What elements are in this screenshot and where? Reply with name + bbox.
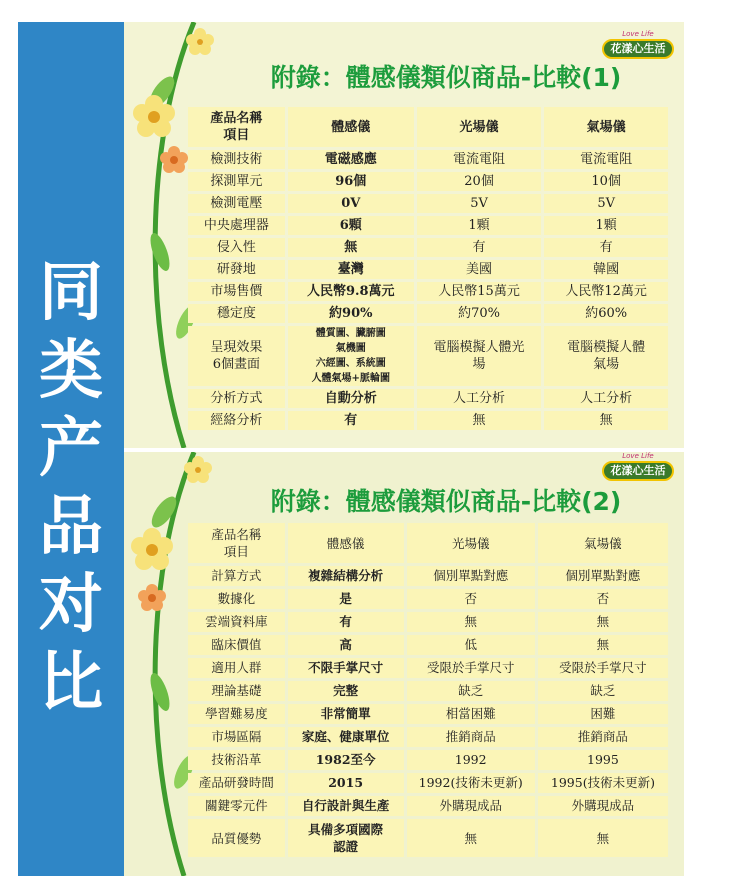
table-row xyxy=(188,796,668,816)
cell-col-2: 5V xyxy=(417,194,542,213)
header-col-2: 光場儀 xyxy=(407,523,535,563)
cell-col-2: 外購現成品 xyxy=(407,796,535,816)
cell-col-3: 人工分析 xyxy=(544,389,668,408)
cell-col-1: 6顆 xyxy=(288,216,414,235)
cell-col-2: 有 xyxy=(417,238,542,257)
cell-col-2: 1顆 xyxy=(417,216,542,235)
cell-col-1: 是 xyxy=(288,589,404,609)
cell-col-1: 臺灣 xyxy=(288,260,414,279)
header-col-1: 體感儀 xyxy=(288,523,404,563)
side-title-char: 类 xyxy=(39,333,103,408)
cell-col-2: 缺乏 xyxy=(407,681,535,701)
cell-col-1: 體質圖、臟腑圖 氣機圖 六經圖、系統圖 人體氣場+脈輪圖 xyxy=(288,326,414,386)
cell-col-1: 96個 xyxy=(288,172,414,191)
cell-col-1: 完整 xyxy=(288,681,404,701)
row-label: 產品研發時間 xyxy=(188,773,285,793)
table-row xyxy=(188,304,668,323)
cell-col-2: 相當困難 xyxy=(407,704,535,724)
cell-col-3: 1995(技術未更新) xyxy=(538,773,668,793)
cell-col-2: 推銷商品 xyxy=(407,727,535,747)
cell-col-2: 受限於手掌尺寸 xyxy=(407,658,535,678)
cell-col-1: 約90% xyxy=(288,304,414,323)
cell-col-1: 電磁感應 xyxy=(288,150,414,169)
cell-col-3: 人民幣12萬元 xyxy=(544,282,668,301)
cell-col-1: 有 xyxy=(288,411,414,430)
cell-col-2: 人民幣15萬元 xyxy=(417,282,542,301)
row-label: 市場區隔 xyxy=(188,727,285,747)
cell-col-3: 電流電阻 xyxy=(544,150,668,169)
table-row xyxy=(188,681,668,701)
side-title xyxy=(18,254,124,722)
table-row xyxy=(188,282,668,301)
logo-text: 花漾心生活 xyxy=(602,461,674,481)
side-title-char: 品 xyxy=(39,489,103,564)
table-row xyxy=(188,727,668,747)
cell-col-3: 無 xyxy=(538,635,668,655)
side-banner xyxy=(18,22,124,876)
brand-logo xyxy=(602,30,674,60)
cell-col-2: 約70% xyxy=(417,304,542,323)
cell-col-3: 外購現成品 xyxy=(538,796,668,816)
logo-tagline: Love Life xyxy=(622,30,654,38)
cell-col-3: 電腦模擬人體 氣場 xyxy=(544,326,668,386)
table-row xyxy=(188,612,668,632)
logo-tagline: Love Life xyxy=(622,452,654,460)
logo-text: 花漾心生活 xyxy=(602,39,674,59)
cell-col-2: 人工分析 xyxy=(417,389,542,408)
table-row xyxy=(188,566,668,586)
row-label: 穩定度 xyxy=(188,304,285,323)
cell-col-3: 5V xyxy=(544,194,668,213)
table-row xyxy=(188,704,668,724)
table-row xyxy=(188,773,668,793)
row-label: 檢測技術 xyxy=(188,150,285,169)
cell-col-1: 不限手掌尺寸 xyxy=(288,658,404,678)
table-header-row xyxy=(188,523,668,563)
cell-col-2: 低 xyxy=(407,635,535,655)
table-row xyxy=(188,194,668,213)
cell-col-1: 有 xyxy=(288,612,404,632)
cell-col-2: 美國 xyxy=(417,260,542,279)
comparison-table-2 xyxy=(185,520,671,860)
cell-col-1: 非常簡單 xyxy=(288,704,404,724)
cell-col-3: 個別單點對應 xyxy=(538,566,668,586)
cell-col-3: 1995 xyxy=(538,750,668,770)
row-label: 中央處理器 xyxy=(188,216,285,235)
row-label: 檢測電壓 xyxy=(188,194,285,213)
row-label: 探測單元 xyxy=(188,172,285,191)
table-row xyxy=(188,260,668,279)
row-label: 侵入性 xyxy=(188,238,285,257)
cell-col-2: 無 xyxy=(417,411,542,430)
table-row xyxy=(188,326,668,386)
cell-col-2: 無 xyxy=(407,612,535,632)
cell-col-1: 無 xyxy=(288,238,414,257)
table-row xyxy=(188,589,668,609)
cell-col-1: 家庭、健康單位 xyxy=(288,727,404,747)
row-label: 呈現效果 6個畫面 xyxy=(188,326,285,386)
slide-title: 附錄：體感儀類似商品-比較(2) xyxy=(270,487,622,516)
cell-col-1: 1982至今 xyxy=(288,750,404,770)
table-row xyxy=(188,658,668,678)
header-col-1: 體感儀 xyxy=(288,107,414,147)
row-label: 品質優勢 xyxy=(188,819,285,857)
cell-col-2: 1992(技術未更新) xyxy=(407,773,535,793)
cell-col-3: 有 xyxy=(544,238,668,257)
cell-col-3: 約60% xyxy=(544,304,668,323)
slide-title: 附錄：體感儀類似商品-比較(1) xyxy=(270,63,622,92)
cell-col-2: 1992 xyxy=(407,750,535,770)
table-header-row xyxy=(188,107,668,147)
cell-col-3: 1顆 xyxy=(544,216,668,235)
row-label: 關鍵零元件 xyxy=(188,796,285,816)
header-label-cell: 產品名稱 項目 xyxy=(188,107,285,147)
cell-col-2: 20個 xyxy=(417,172,542,191)
header-col-3: 氣場儀 xyxy=(544,107,668,147)
cell-col-1: 複雜結構分析 xyxy=(288,566,404,586)
cell-col-3: 無 xyxy=(538,819,668,857)
cell-col-1: 自行設計與生產 xyxy=(288,796,404,816)
cell-col-2: 電流電阻 xyxy=(417,150,542,169)
row-label: 雲端資料庫 xyxy=(188,612,285,632)
cell-col-1: 具備多項國際 認證 xyxy=(288,819,404,857)
row-label: 臨床價值 xyxy=(188,635,285,655)
side-title-char: 同 xyxy=(39,255,103,330)
row-label: 分析方式 xyxy=(188,389,285,408)
cell-col-1: 0V xyxy=(288,194,414,213)
cell-col-1: 自動分析 xyxy=(288,389,414,408)
table-row xyxy=(188,216,668,235)
header-col-2: 光場儀 xyxy=(417,107,542,147)
row-label: 經絡分析 xyxy=(188,411,285,430)
side-title-char: 对 xyxy=(39,567,103,642)
cell-col-3: 缺乏 xyxy=(538,681,668,701)
row-label: 計算方式 xyxy=(188,566,285,586)
table-row xyxy=(188,172,668,191)
side-title-char: 产 xyxy=(39,411,103,486)
table-row xyxy=(188,411,668,430)
row-label: 數據化 xyxy=(188,589,285,609)
table-row xyxy=(188,750,668,770)
row-label: 適用人群 xyxy=(188,658,285,678)
side-title-char: 比 xyxy=(39,645,103,720)
row-label: 技術沿革 xyxy=(188,750,285,770)
table-row xyxy=(188,635,668,655)
cell-col-1: 高 xyxy=(288,635,404,655)
cell-col-3: 否 xyxy=(538,589,668,609)
comparison-table-1 xyxy=(185,104,671,433)
table-row xyxy=(188,150,668,169)
cell-col-2: 否 xyxy=(407,589,535,609)
cell-col-3: 受限於手掌尺寸 xyxy=(538,658,668,678)
cell-col-2: 電腦模擬人體光 場 xyxy=(417,326,542,386)
cell-col-3: 推銷商品 xyxy=(538,727,668,747)
row-label: 研發地 xyxy=(188,260,285,279)
row-label: 市場售價 xyxy=(188,282,285,301)
header-label-cell: 產品名稱 項目 xyxy=(188,523,285,563)
cell-col-1: 2015 xyxy=(288,773,404,793)
cell-col-3: 無 xyxy=(538,612,668,632)
cell-col-3: 無 xyxy=(544,411,668,430)
slide-comparison-1 xyxy=(124,22,684,448)
cell-col-2: 個別單點對應 xyxy=(407,566,535,586)
cell-col-1: 人民幣9.8萬元 xyxy=(288,282,414,301)
brand-logo xyxy=(602,452,674,482)
cell-col-3: 困難 xyxy=(538,704,668,724)
header-col-3: 氣場儀 xyxy=(538,523,668,563)
table-row xyxy=(188,819,668,857)
row-label: 理論基礎 xyxy=(188,681,285,701)
cell-col-3: 10個 xyxy=(544,172,668,191)
cell-col-3: 韓國 xyxy=(544,260,668,279)
table-row xyxy=(188,238,668,257)
slide-comparison-2 xyxy=(124,452,684,876)
cell-col-2: 無 xyxy=(407,819,535,857)
table-row xyxy=(188,389,668,408)
row-label: 學習難易度 xyxy=(188,704,285,724)
